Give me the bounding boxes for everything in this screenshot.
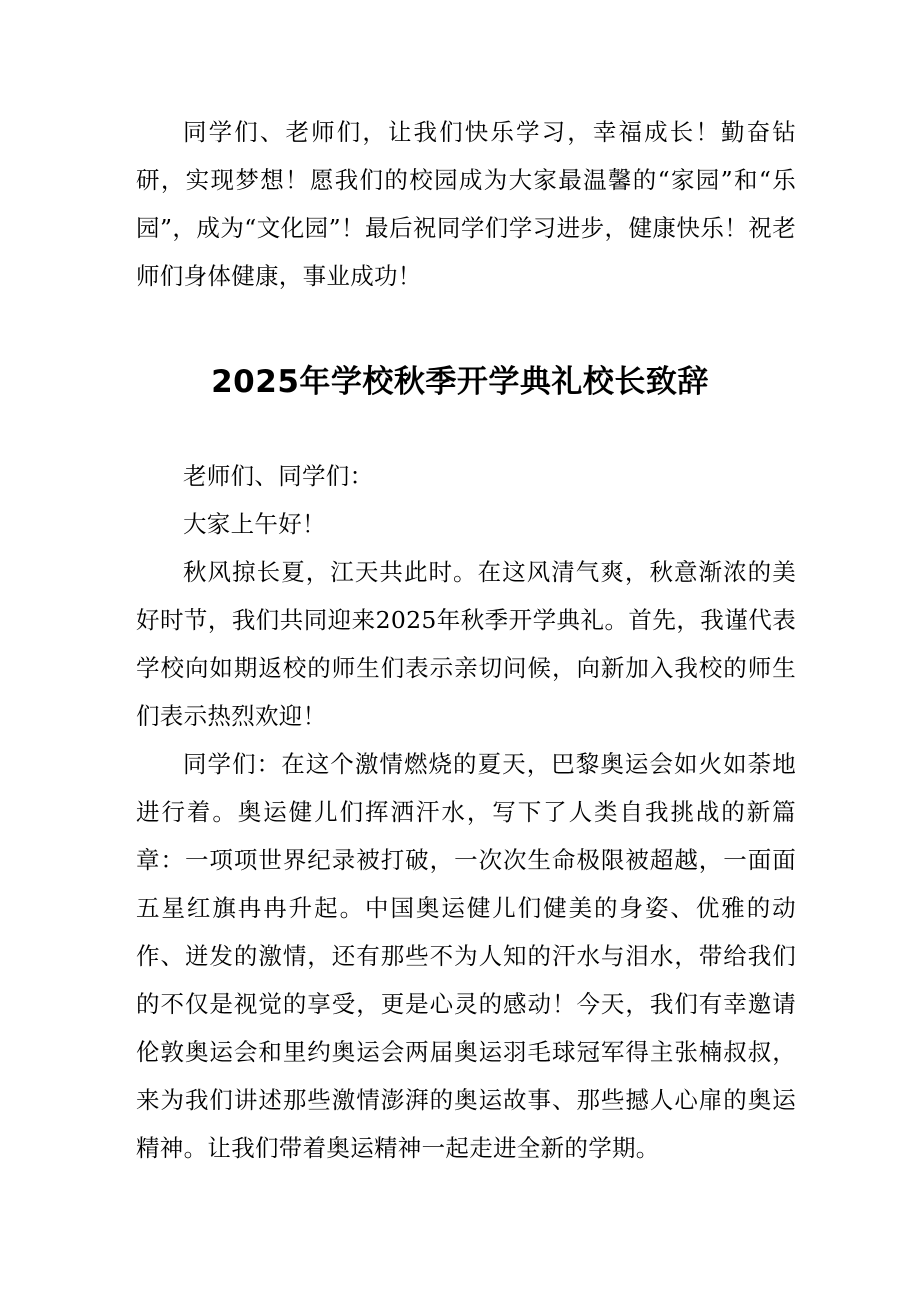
page-title: 2025年学校秋季开学典礼校长致辞 bbox=[211, 364, 709, 400]
previous-speech-closing-paragraph: 同学们、老师们，让我们快乐学习，幸福成长！勤奋钻研，实现梦想！愿我们的校园成为大家最温馨的“家园”和“乐园”，成为“文化园”！最后祝同学们学习进步，健康快乐！祝老师们身体健康，事业成功！ bbox=[136, 118, 796, 290]
greeting: 大家上午好！ bbox=[183, 510, 326, 538]
salutation: 老师们、同学们： bbox=[183, 462, 374, 490]
paragraph-opening: 秋风掠长夏，江天共此时。在这风清气爽，秋意渐浓的美好时节，我们共同迎来2025年秋季开学典礼。首先，我谨代表学校向如期返校的师生们表示亲切问候，向新加入我校的师生们表示热烈欢迎！ bbox=[136, 558, 796, 730]
paragraph-olympics: 同学们：在这个激情燃烧的夏天，巴黎奥运会如火如荼地进行着。奥运健儿们挥洒汗水，写下了人类自我挑战的新篇章：一项项世界纪录被打破，一次次生命极限被超越，一面面五星红旗冉冉升起。中国奥运健儿们健美的身姿、优雅的动作、迸发的激情，还有那些不为人知的汗水与泪水，带给我们的不仅是视觉的享受，更是心灵的感动！今天，我们有幸邀请伦敦奥运会和里约奥运会两届奥运羽毛球冠军得主张楠叔叔，来为我们讲述那些激情澎湃的奥运故事、那些撼人心扉的奥运精神。让我们带着奥运精神一起走进全新的学期。 bbox=[136, 750, 796, 1162]
speech-body bbox=[136, 452, 796, 1172]
